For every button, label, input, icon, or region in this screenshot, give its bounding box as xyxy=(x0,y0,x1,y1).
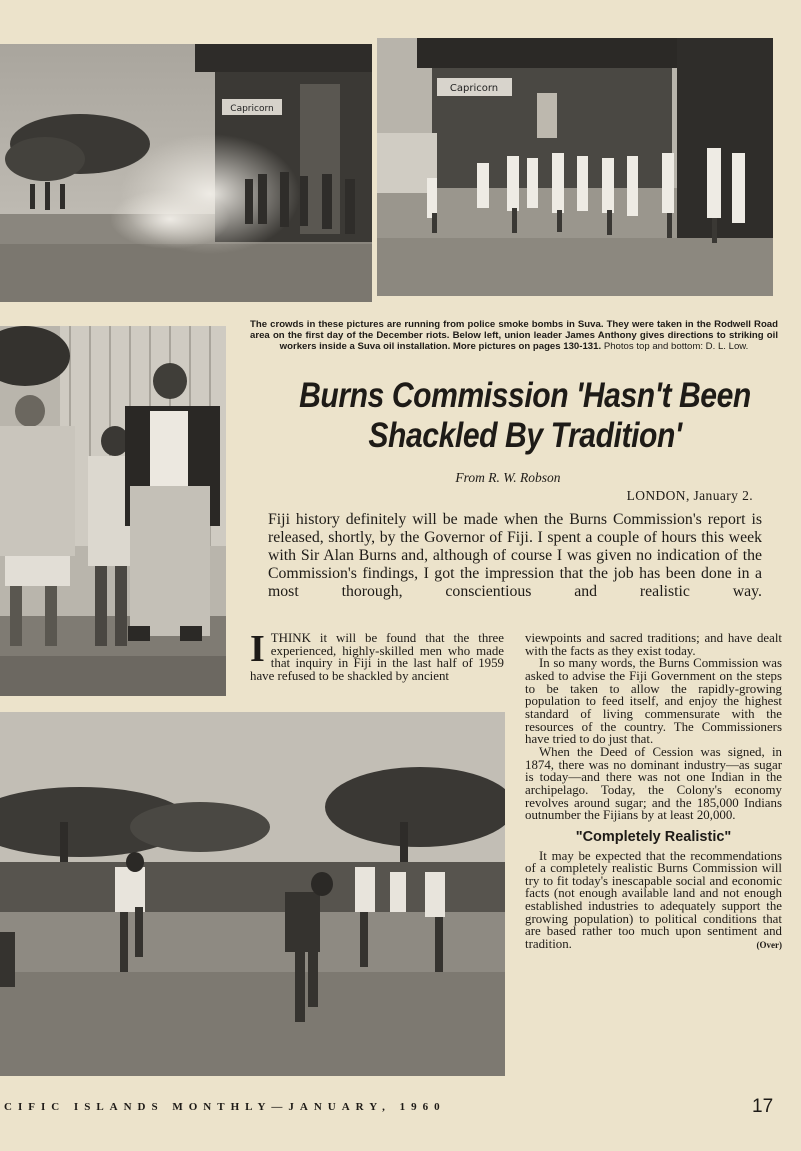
photo-union-leader xyxy=(0,326,226,696)
storefront-sign-left: Capricorn xyxy=(230,104,274,114)
headline-line-1: Burns Commission 'Hasn't Been xyxy=(299,376,751,415)
drop-cap: I xyxy=(250,628,265,670)
photo-credit: Photos top and bottom: D. L. Low. xyxy=(603,341,749,352)
storefront-sign-right: Capricorn xyxy=(449,83,499,94)
paragraph: It may be expected that the recommendations of a completely realistic Burns Commission will try to fit today's inescapable social and economic facts (not enough available land and not enough established industries to adequately support the growing population) to political conditions that are based rather too much upon sentiment and tradition. xyxy=(525,848,782,952)
paragraph: In so many words, the Burns Commission was asked to advise the Fiji Government on the steps to be taken to allow the rapidly-growing population to feed itself, and enjoy the highest standard of living commensurate with the resources of the country. The Commissioners have tried to do just that. xyxy=(525,656,782,747)
paragraph: When the Deed of Cession was signed, in 1874, there was no dominant industry—as sugar is today—and there was not one Indian in the archipelago. Today, the Colony's economy revolves around sugar; and the 185,000 Indians outnumber the Fijians by at least 20,000. xyxy=(525,744,782,823)
article-headline xyxy=(289,376,762,456)
photo-caption xyxy=(250,319,778,352)
photo-crowd-field xyxy=(0,712,505,1076)
caption-text: The crowds in these pictures are running from police smoke bombs in Suva. They were taken in the Rodwell Road area on the first day of the December riots. Below left, union leader James Anthony gives directions to striking oil workers inside a Suva oil installation. More pictures on pages 130-131. xyxy=(250,319,778,352)
dateline: LONDON, January 2. xyxy=(626,488,753,503)
continued-marker: (Over) xyxy=(756,940,782,951)
article-column-2 xyxy=(525,632,782,952)
section-subhead: "Completely Realistic" xyxy=(575,828,732,845)
photo-crowd-running-right xyxy=(377,38,773,296)
lead-caps: THINK xyxy=(270,631,311,645)
byline: From R. W. Robson xyxy=(455,470,561,485)
article-column-1 xyxy=(250,628,504,683)
page-number: 17 xyxy=(752,1096,774,1117)
page-footer: CIFIC ISLANDS MONTHLY—JANUARY, 1960 xyxy=(4,1101,446,1113)
paragraph: viewpoints and sacred traditions; and have dealt with the facts as they exist today. xyxy=(525,631,782,658)
headline-line-2: Shackled By Tradition' xyxy=(368,416,682,455)
column-1-text: it will be found that the three experienced, highly-skilled men who made that inquiry in Fiji in the last half of 1959 have refused to be shackled by ancient xyxy=(250,631,504,683)
photo-crowd-smoke-left xyxy=(0,44,372,302)
intro-paragraph: Fiji history definitely will be made when the Burns Commission's report is released, shortly, by the Governor of Fiji. I spent a couple of hours this week with Sir Alan Burns and, although of course I was given no indication of the Commission's findings, I got the impression that the job has been done in a most thorough, conscientious and realistic way. xyxy=(268,511,762,600)
